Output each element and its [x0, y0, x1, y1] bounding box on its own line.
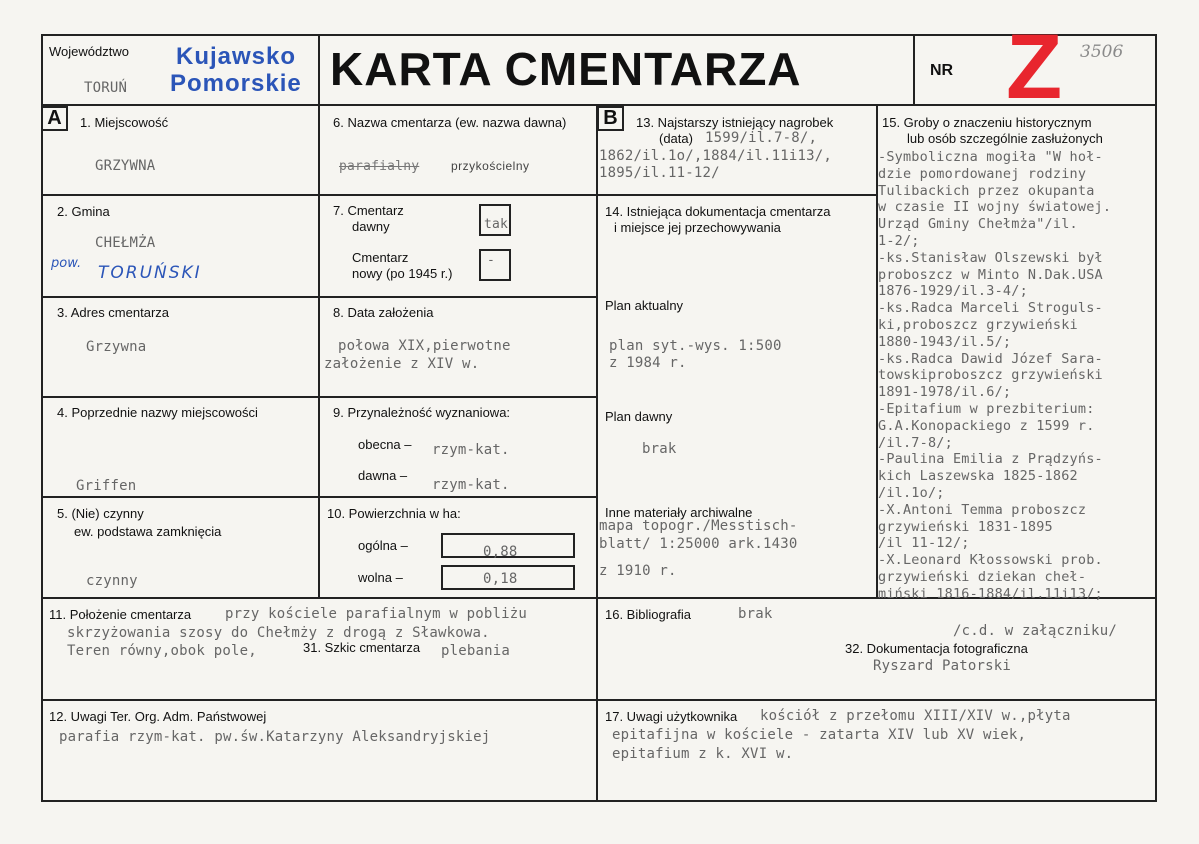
field15-entry-line: -ks.Stanisław Olszewski był	[878, 249, 1103, 266]
field3-label: 3. Adres cmentarza	[57, 305, 169, 320]
field15-entry-line: dzie pomordowanej rodziny	[878, 165, 1087, 182]
field13-value-line1: 1599/il.7-8/,	[705, 130, 818, 146]
field13-label-line1: 13. Najstarszy istniejący nagrobek	[636, 115, 834, 130]
field15-entry-line: grzywieński 1831-1895	[878, 518, 1053, 535]
field3-value: Grzywna	[86, 339, 147, 355]
field15-entry-line: /il 11-12/;	[878, 535, 970, 552]
row-divider-2	[41, 296, 598, 298]
field13-value-line3: 1895/il.11-12/	[599, 165, 720, 181]
field1-value: GRZYWNA	[95, 158, 156, 174]
field9-label: 9. Przynależność wyznaniowa:	[333, 405, 511, 420]
field31-label: 31. Szkic cmentarza	[303, 640, 421, 655]
field14-label-line1: 14. Istniejąca dokumentacja cmentarza	[605, 204, 831, 219]
field17-label: 17. Uwagi użytkownika	[605, 709, 738, 724]
inne-materialy-line1: mapa topogr./Messtisch-	[599, 518, 798, 534]
field15-entry-line: 1876-1929/il.3-4/;	[878, 283, 1028, 300]
field15-entry-line: miński 1816-1884/il.11i13/;	[878, 585, 1103, 602]
field7-nowy-checkbox	[479, 249, 511, 281]
plan-aktualny-label: Plan aktualny	[605, 298, 684, 313]
field9-obecna-value: rzym-kat.	[432, 442, 510, 458]
field15-entry-line: 1880-1943/il.5/;	[878, 333, 1012, 350]
field15-entry-line: towskiproboszcz grzywieński	[878, 367, 1103, 384]
row-divider-1	[41, 194, 598, 196]
section-b-marker: B	[597, 106, 624, 131]
field15-entry-line: proboszcz w Minto N.Dak.USA	[878, 266, 1103, 283]
field15-entry-line: -X.Antoni Temma proboszcz	[878, 501, 1087, 518]
field10-wolna-label: wolna –	[358, 570, 403, 585]
wojewodztwo-stamp-line1: Kujawsko	[176, 43, 297, 70]
field16-value: brak	[738, 606, 773, 622]
field8-value-line2: założenie z XIV w.	[324, 356, 480, 372]
field11-line3-end: plebania	[441, 643, 511, 659]
field15-entry-line: 1891-1978/il.6/;	[878, 384, 1012, 401]
field15-entry-line: -ks.Radca Dawid Józef Sara-	[878, 350, 1103, 367]
field17-line3: epitafium z k. XVI w.	[612, 746, 794, 762]
field14-label-line2: i miejsce jej przechowywania	[614, 220, 781, 235]
field2-pow-value: TORUŃSKI	[98, 263, 202, 283]
field15-entry-line: /il.7-8/;	[878, 434, 953, 451]
field11-label: 11. Położenie cmentarza	[49, 607, 192, 622]
inne-materialy-label: Inne materiały archiwalne	[605, 505, 753, 520]
field10-ogolna-box	[441, 533, 575, 558]
field9-dawna-value: rzym-kat.	[432, 477, 510, 493]
field11-line1: przy kościele parafialnym w pobliżu	[225, 606, 528, 622]
row-divider-b1	[596, 194, 878, 196]
field7-nowy-value: -	[487, 253, 496, 268]
field6-label: 6. Nazwa cmentarza (ew. nazwa dawna)	[333, 115, 567, 130]
field15-entry-line: Tulibackich przez okupanta	[878, 182, 1095, 199]
row-divider-3	[41, 396, 598, 398]
page-title: KARTA CMENTARZA	[330, 43, 802, 95]
field6-struck-value: parafialny	[339, 159, 420, 174]
field32-label: 32. Dokumentacja fotograficzna	[845, 641, 1028, 656]
nr-label: NR	[930, 62, 954, 79]
nr-mark: Z	[1006, 16, 1063, 118]
field9-obecna-label: obecna –	[358, 437, 412, 452]
field1-label: 1. Miejscowość	[80, 115, 169, 130]
field7-dawny-label-line1: 7. Cmentarz	[333, 203, 404, 218]
field12-value: parafia rzym-kat. pw.św.Katarzyny Aleksandryjskiej	[59, 729, 491, 745]
row-divider-4	[41, 496, 598, 498]
field15-entry-line: Urząd Gminy Chełmża"/il.	[878, 216, 1078, 233]
row-divider-6	[41, 699, 1157, 701]
field8-value-line1: połowa XIX,pierwotne	[338, 338, 511, 354]
plan-aktualny-line2: z 1984 r.	[609, 355, 687, 371]
field17-line1: kościół z przełomu XIII/XIV w.,płyta	[760, 708, 1071, 724]
field15-entry-line: kich Laszewska 1825-1862	[878, 468, 1078, 485]
section-a-marker: A	[41, 106, 68, 131]
header-col-divider-2	[913, 34, 915, 104]
col-divider-a	[318, 104, 320, 598]
field13-value-line2: 1862/il.1o/,1884/il.11i13/,	[599, 148, 832, 164]
col-divider-b	[596, 104, 598, 802]
field15-entry-line: -X.Leonard Kłossowski prob.	[878, 552, 1103, 569]
field9-dawna-label: dawna –	[358, 468, 408, 483]
field5-label-line2: ew. podstawa zamknięcia	[74, 524, 222, 539]
field2-pow-label: pow.	[51, 256, 82, 271]
field8-label: 8. Data założenia	[333, 305, 434, 320]
field15-label-line1: 15. Groby o znaczeniu historycznym	[882, 115, 1092, 130]
field10-ogolna-label: ogólna –	[358, 538, 408, 553]
field5-value: czynny	[86, 573, 138, 589]
field7-dawny-label-line2: dawny	[352, 219, 390, 234]
inne-materialy-line2: blatt/ 1:25000 ark.1430	[599, 536, 798, 552]
wojewodztwo-typed: TORUŃ	[84, 80, 128, 96]
field15-entry-line: /il.1o/;	[878, 485, 945, 501]
field15-entry-line: -Symboliczna mogiła "W hoł-	[878, 149, 1103, 165]
field15-entry-line: -Epitafium w prezbiterium:	[878, 401, 1095, 417]
field11-line2: skrzyżowania szosy do Chełmży z drogą z Sławkowa.	[67, 625, 490, 641]
field7-nowy-label-line2: nowy (po 1945 r.)	[352, 266, 453, 281]
field15-entry-line: -Paulina Emilia z Prądzyńs-	[878, 451, 1103, 468]
field10-wolna-box	[441, 565, 575, 590]
field2-value: CHEŁMŻA	[95, 235, 156, 251]
field16-label: 16. Bibliografia	[605, 607, 691, 622]
nr-number: 3506	[1080, 42, 1124, 62]
field17-line2: epitafijna w kościele - zatarta XIV lub XV wiek,	[612, 727, 1027, 743]
field10-wolna-value: 0,18	[483, 571, 518, 587]
field15-entry-line: -ks.Radca Marceli Stroguls-	[878, 300, 1103, 317]
header-col-divider-1	[318, 34, 320, 104]
plan-aktualny-line1: plan syt.-wys. 1:500	[609, 338, 782, 354]
field11-line3: Teren równy,obok pole,	[67, 643, 257, 659]
field10-ogolna-value: 0,88	[483, 544, 518, 560]
wojewodztwo-stamp-line2: Pomorskie	[170, 70, 302, 97]
plan-dawny-label: Plan dawny	[605, 409, 673, 424]
field15-continued: /c.d. w załączniku/	[953, 623, 1117, 639]
field15-entry-line: w czasie II wojny światowej.	[878, 199, 1112, 216]
wojewodztwo-label: Województwo	[49, 44, 129, 59]
field10-label: 10. Powierzchnia w ha:	[327, 506, 461, 521]
field15-entry-line: G.A.Konopackiego z 1599 r.	[878, 417, 1095, 434]
field7-nowy-label-line1: Cmentarz	[352, 250, 409, 265]
field4-label: 4. Poprzednie nazwy miejscowości	[57, 405, 258, 420]
plan-dawny-value: brak	[642, 441, 677, 457]
field4-value: Griffen	[76, 478, 137, 494]
field15-entry-line: grzywieński dziekan cheł-	[878, 569, 1087, 585]
field32-value: Ryszard Patorski	[873, 658, 1012, 674]
field15-entry-line: ki,proboszcz grzywieński	[878, 317, 1078, 333]
field2-label: 2. Gmina	[57, 204, 110, 219]
field15-entry-line: 1-2/;	[878, 233, 920, 249]
field7-dawny-checkbox	[479, 204, 511, 236]
field12-label: 12. Uwagi Ter. Org. Adm. Państwowej	[49, 709, 267, 724]
field7-dawny-value: tak	[484, 217, 509, 232]
field6-value: przykościelny	[451, 159, 530, 173]
field5-label-line1: 5. (Nie) czynny	[57, 506, 144, 521]
inne-materialy-line3: z 1910 r.	[599, 563, 677, 579]
field15-label-line2: lub osób szczególnie zasłużonych	[907, 131, 1103, 146]
field13-label-line2: (data)	[659, 131, 693, 146]
